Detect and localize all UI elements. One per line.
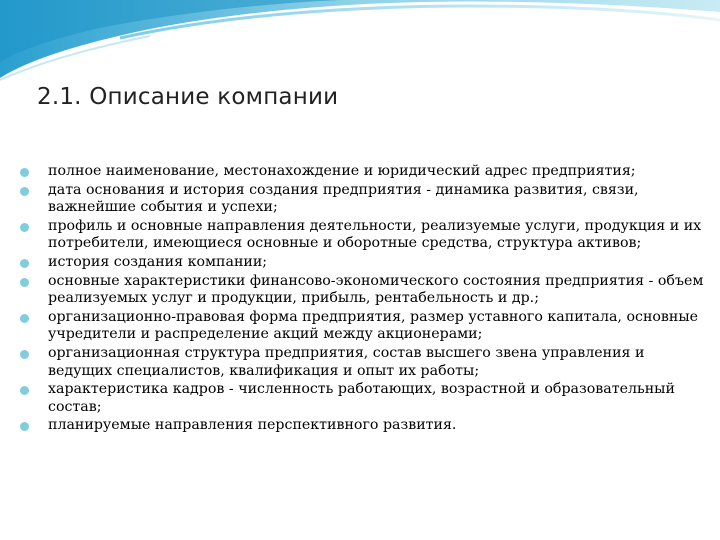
bullet-dot-icon — [20, 187, 29, 196]
bullet-dot-icon — [20, 259, 29, 268]
list-item — [18, 254, 708, 272]
list-item — [18, 309, 708, 344]
bullet-list — [18, 163, 708, 436]
bullet-dot-icon — [20, 168, 29, 177]
bullet-dot-icon — [20, 278, 29, 287]
list-item — [18, 273, 708, 308]
bullet-dot-icon — [20, 223, 29, 232]
bullet-dot-icon — [20, 314, 29, 323]
bullet-text: профиль и основные направления деятельности, реализуемые услуги, продукция и их потребители, имеющиеся основные и оборотные средства, структура активов; — [48, 217, 702, 252]
bullet-text: полное наименование, местонахождение и юридический адрес предприятия; — [48, 163, 636, 179]
list-item — [18, 163, 708, 181]
bullet-text: организационно-правовая форма предприятия, размер уставного капитала, основные учредители и распределение акций между акционерами; — [48, 308, 699, 343]
list-item — [18, 417, 708, 435]
list-item — [18, 218, 708, 253]
list-item — [18, 345, 708, 380]
header-wave-decoration — [0, 0, 720, 90]
bullet-dot-icon — [20, 350, 29, 359]
bullet-text: дата основания и история создания предприятия - динамика развития, связи, важнейшие события и успехи; — [48, 181, 639, 216]
bullet-text: история создания компании; — [48, 253, 268, 270]
bullet-dot-icon — [20, 386, 29, 395]
list-item — [18, 381, 708, 416]
bullet-text: характеристика кадров - численность работающих, возрастной и образовательный состав; — [48, 381, 675, 415]
slide-title: 2.1. Описание компании — [37, 84, 339, 110]
bullet-text: организационная структура предприятия, состав высшего звена управления и ведущих специалистов, квалификация и опыт их работы; — [48, 344, 645, 379]
bullet-text: основные характеристики финансово-экономического состояния предприятия - объем реализуемых услуг и продукции, прибыль, рентабельность и др.; — [48, 272, 704, 307]
bullet-text: планируемые направления перспективного развития. — [48, 417, 457, 434]
list-item — [18, 182, 708, 217]
bullet-dot-icon — [20, 422, 29, 431]
